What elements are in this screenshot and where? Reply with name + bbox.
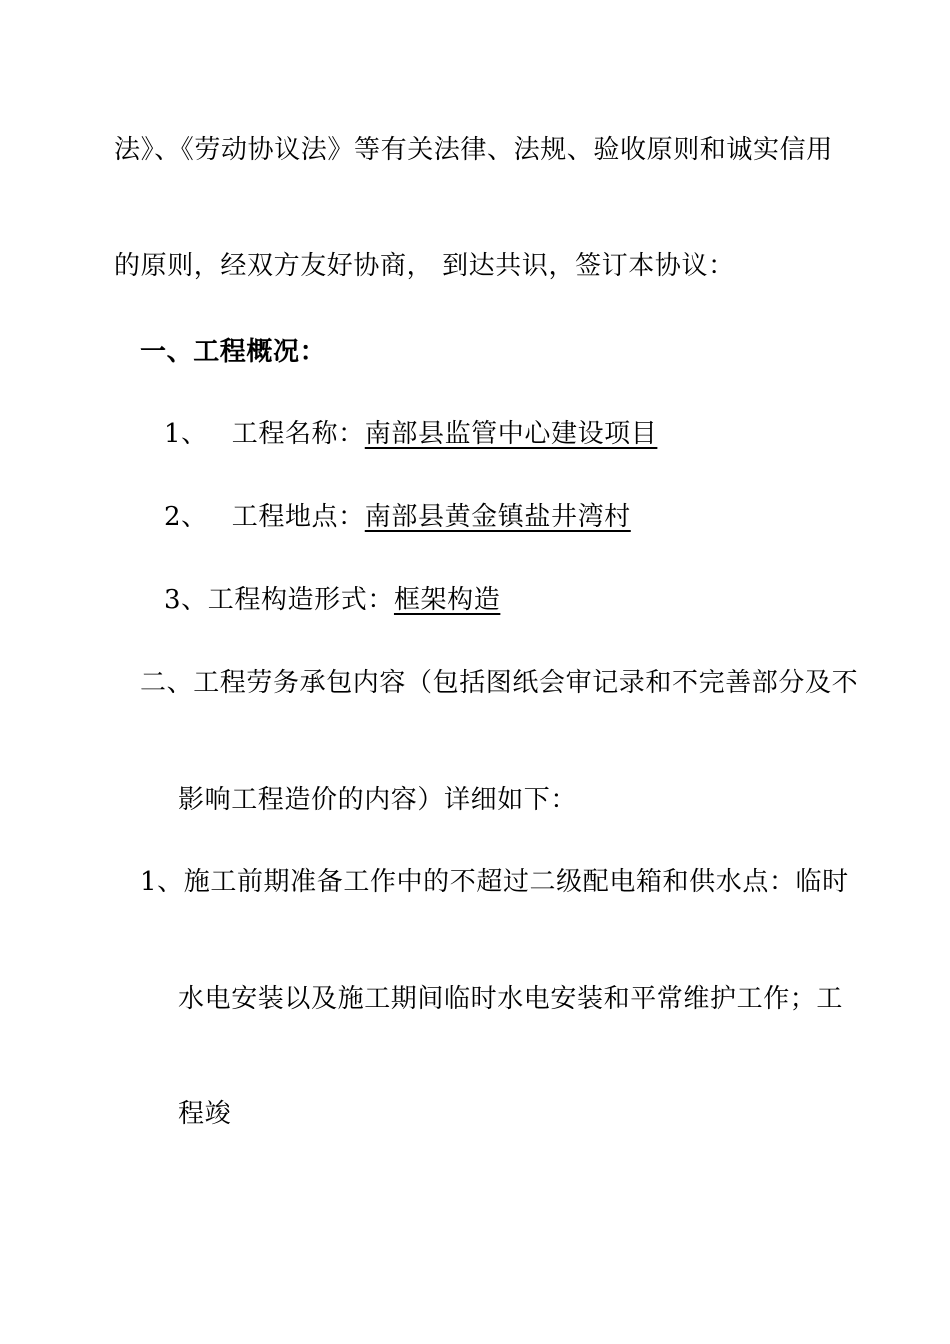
list-item-value: 框架构造 [393,585,501,615]
paragraph-line: 的原则，经双方友好协商， 到达共识，签订本协议： [114,251,735,281]
list-item [164,584,500,616]
paragraph-line: 水电安装以及施工期间临时水电安装和平常维护工作；工 [178,984,844,1014]
list-item-value: 南部县黄金镇盐井湾村 [364,502,631,532]
paragraph-line: 1、施工前期准备工作中的不超过二级配电箱和供水点：临时 [140,867,849,897]
section-heading: 一、工程概况： [140,337,327,367]
list-item [164,418,657,450]
paragraph-line: 程竣 [178,1099,232,1129]
list-item-number: 1、 [164,419,208,449]
list-item-field: 工程名称： [231,419,365,449]
list-item-field: 工程地点： [231,502,365,532]
paragraph-line: 法》、《劳动协议法》等有关法律、法规、验收原则和诚实信用 [114,135,833,165]
paragraph-line: 影响工程造价的内容）详细如下： [178,785,578,815]
list-item-value: 南部县监管中心建设项目 [364,419,658,449]
list-item-field: 3、工程构造形式： [164,585,394,615]
section-heading: 二、工程劳务承包内容（包括图纸会审记录和不完善部分及不 [140,668,859,698]
list-item-number: 2、 [164,502,208,532]
list-item [164,501,631,533]
